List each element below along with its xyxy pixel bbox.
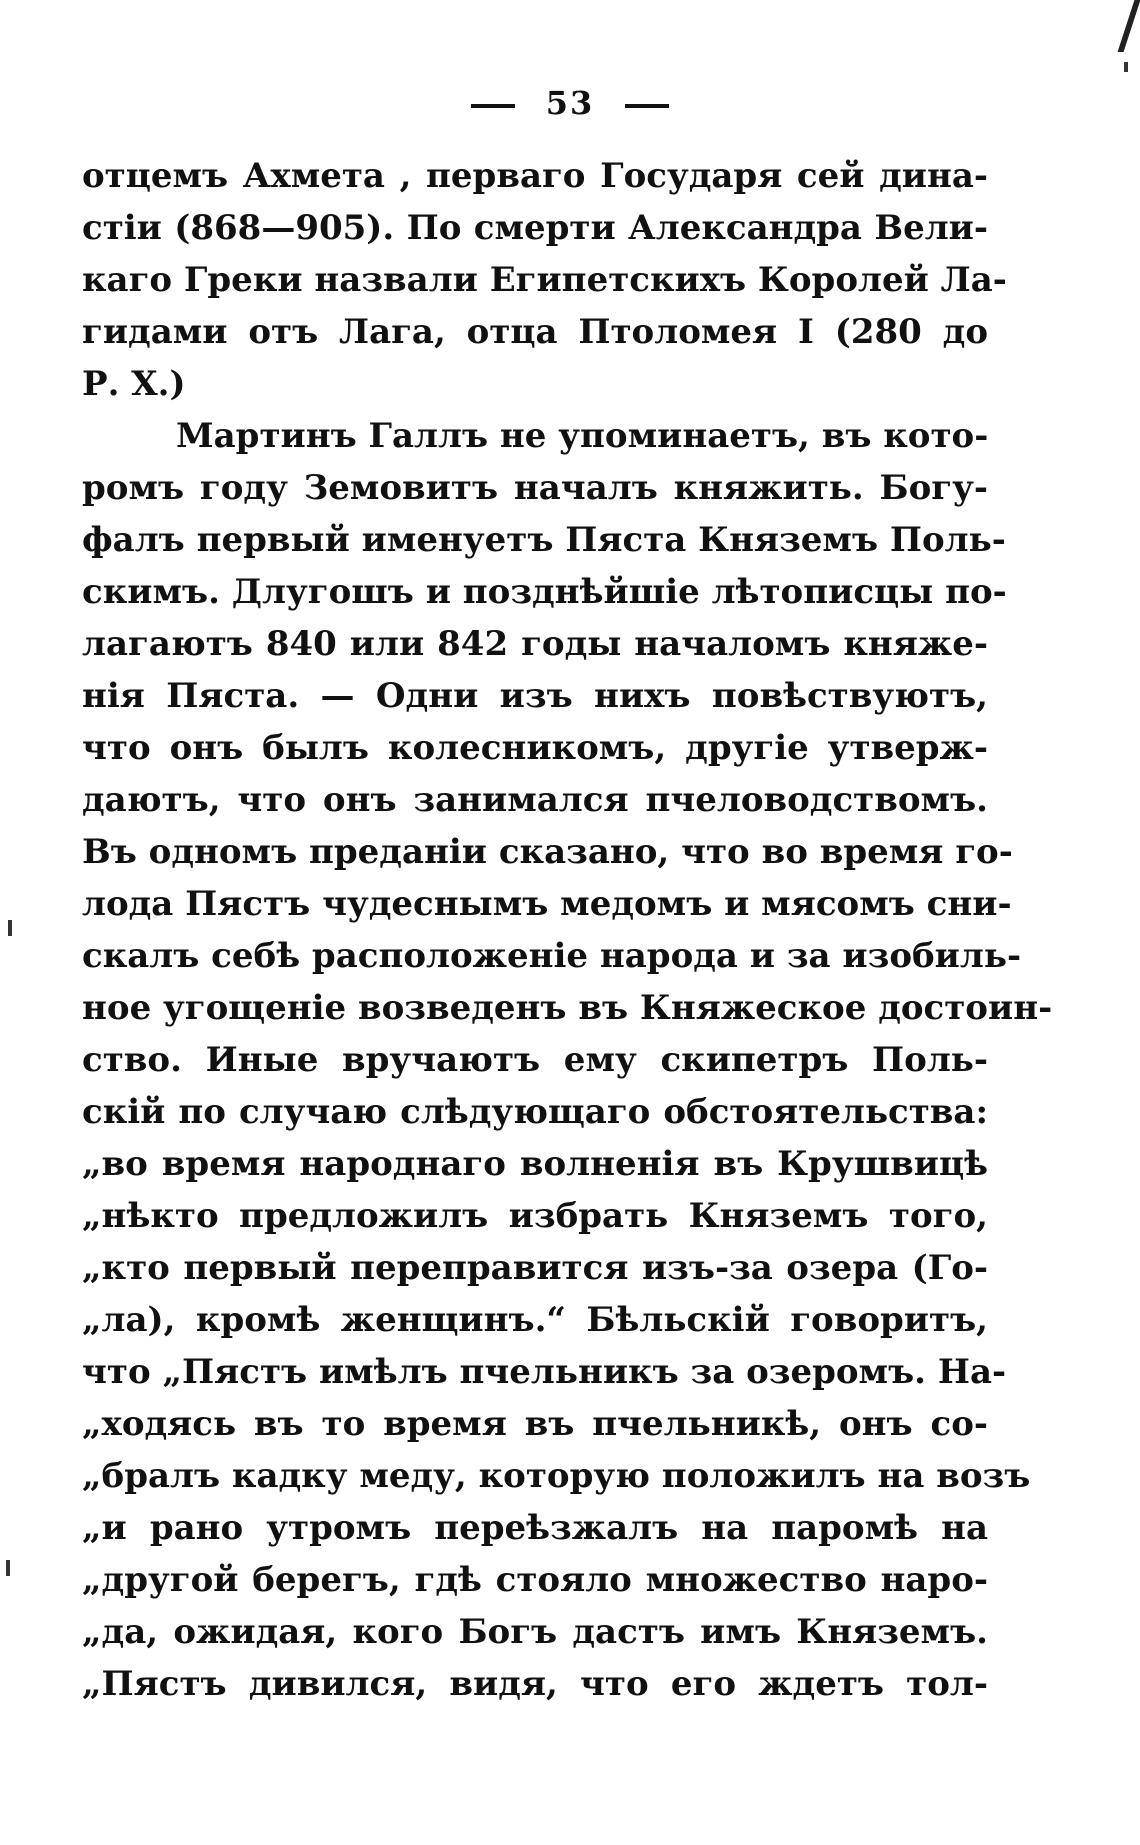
page-header — [0, 84, 1140, 122]
text-line: Въ одномъ преданіи сказано, что во время го- — [82, 832, 1013, 872]
text-line: „и рано утромъ переѣзжалъ на паромѣ на — [82, 1508, 988, 1548]
scan-edge-mark — [1118, 0, 1140, 52]
text-line: что „Пястъ имѣлъ пчельникъ за озеромъ. На- — [82, 1352, 1007, 1392]
text-line: гидами отъ Лага, отца Птоломея I (280 до — [82, 312, 988, 352]
text-line: „бралъ кадку меду, которую положилъ на возъ — [82, 1456, 1031, 1496]
page-body — [82, 150, 1053, 1710]
text-line: „Пястъ дивился, видя, что его ждетъ тол- — [82, 1664, 988, 1704]
text-line: каго Греки назвали Египетскихъ Королей Ла- — [82, 260, 1007, 300]
text-line: „ходясь въ то время въ пчельникѣ, онъ со- — [82, 1404, 988, 1444]
text-line: скалъ себѣ расположеніе народа и за изобиль- — [82, 936, 1022, 976]
text-line: „кто первый переправится изъ-за озера (Го- — [82, 1248, 988, 1288]
scan-speck — [8, 920, 12, 936]
text-line: „нѣкто предложилъ избрать Княземъ того, — [82, 1196, 988, 1236]
text-line: лагаютъ 840 или 842 годы началомъ княже- — [82, 624, 988, 664]
text-line: „другой берегъ, гдѣ стояло множество наро- — [82, 1560, 988, 1600]
header-dash-right — [625, 104, 669, 108]
text-line: отцемъ Ахмета , перваго Государя сей дина- — [82, 156, 988, 196]
scan-speck — [6, 1560, 10, 1576]
text-line: ромъ году Земовитъ началъ княжить. Богу- — [82, 468, 988, 508]
text-line: даютъ, что онъ занимался пчеловодствомъ. — [82, 780, 988, 820]
text-line: стіи (868—905). По смерти Александра Вели- — [82, 208, 988, 248]
text-line: Р. Х.) — [82, 364, 186, 404]
text-line: ство. Иные вручаютъ ему скипетръ Поль- — [82, 1040, 988, 1080]
text-line: что онъ былъ колесникомъ, другіе утверж- — [82, 728, 988, 768]
text-line: скій по случаю слѣдующаго обстоятельства: — [82, 1092, 988, 1132]
scan-edge-speck — [1124, 62, 1128, 72]
header-dash-left — [471, 104, 515, 108]
text-line: ное угощеніе возведенъ въ Княжеское достоин- — [82, 988, 1053, 1028]
page-number: 53 — [545, 84, 595, 122]
text-line: Мартинъ Галлъ не упоминаетъ, въ кото- — [176, 416, 989, 456]
text-line: скимъ. Длугошъ и позднѣйшіе лѣтописцы по- — [82, 572, 1007, 612]
text-line: „во время народнаго волненія въ Крушвицѣ — [82, 1144, 988, 1184]
text-line: лода Пястъ чудеснымъ медомъ и мясомъ сни- — [82, 884, 1012, 924]
text-line: „ла), кромѣ женщинъ.“ Бѣльскій говоритъ, — [82, 1300, 988, 1340]
text-line: нія Пяста. — Одни изъ нихъ повѣствуютъ, — [82, 676, 988, 716]
text-line: „да, ожидая, кого Богъ дастъ имъ Княземъ. — [82, 1612, 988, 1652]
text-line: фалъ первый именуетъ Пяста Княземъ Поль- — [82, 520, 1006, 560]
